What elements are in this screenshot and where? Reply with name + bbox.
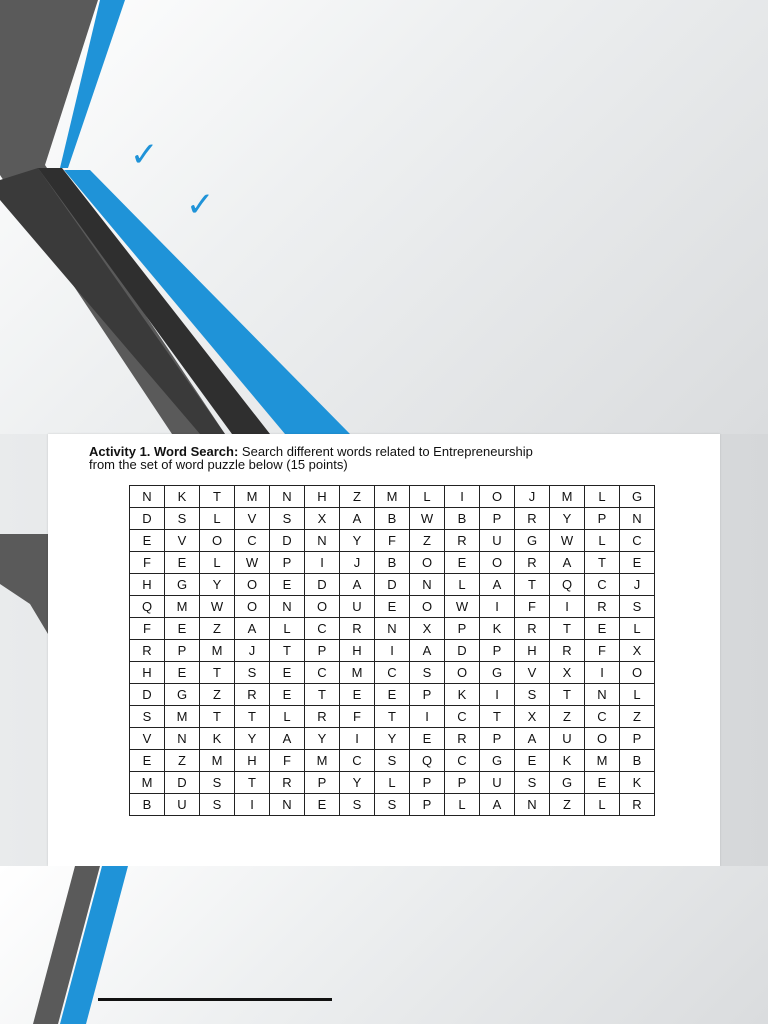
grid-cell: Z xyxy=(200,684,235,706)
grid-cell: Z xyxy=(200,618,235,640)
grid-cell: J xyxy=(340,552,375,574)
decorative-stripes xyxy=(0,0,768,434)
grid-row xyxy=(130,508,655,530)
grid-cell: N xyxy=(270,596,305,618)
grid-cell: M xyxy=(200,640,235,662)
grid-cell: M xyxy=(165,706,200,728)
grid-cell: F xyxy=(270,750,305,772)
grid-cell: R xyxy=(620,794,655,816)
grid-cell: O xyxy=(235,596,270,618)
grid-cell: E xyxy=(270,684,305,706)
grid-cell: L xyxy=(200,508,235,530)
grid-cell: N xyxy=(375,618,410,640)
grid-cell: U xyxy=(480,772,515,794)
grid-row xyxy=(130,552,655,574)
grid-cell: Z xyxy=(340,486,375,508)
grid-cell: E xyxy=(375,684,410,706)
grid-cell: Q xyxy=(130,596,165,618)
grid-cell: S xyxy=(620,596,655,618)
checkmark-icon: ✓ xyxy=(130,135,159,175)
grid-cell: W xyxy=(445,596,480,618)
grid-cell: C xyxy=(375,662,410,684)
grid-cell: L xyxy=(270,706,305,728)
grid-cell: M xyxy=(305,750,340,772)
grid-cell: M xyxy=(165,596,200,618)
grid-cell: P xyxy=(480,640,515,662)
grid-cell: S xyxy=(515,772,550,794)
grid-cell: R xyxy=(340,618,375,640)
grid-cell: E xyxy=(270,574,305,596)
grid-cell: O xyxy=(410,552,445,574)
grid-row xyxy=(130,486,655,508)
grid-cell: W xyxy=(410,508,445,530)
grid-row xyxy=(130,706,655,728)
grid-cell: L xyxy=(620,684,655,706)
grid-cell: N xyxy=(165,728,200,750)
divider-line xyxy=(98,998,332,1001)
grid-cell: I xyxy=(305,552,340,574)
grid-cell: Y xyxy=(375,728,410,750)
grid-row xyxy=(130,640,655,662)
grid-cell: K xyxy=(620,772,655,794)
grid-cell: G xyxy=(480,750,515,772)
grid-cell: C xyxy=(585,706,620,728)
grid-cell: E xyxy=(340,684,375,706)
grid-cell: L xyxy=(445,794,480,816)
grid-cell: P xyxy=(270,552,305,574)
activity-instructions xyxy=(89,445,709,471)
grid-cell: P xyxy=(410,684,445,706)
grid-cell: T xyxy=(480,706,515,728)
grid-cell: A xyxy=(480,574,515,596)
grid-cell: G xyxy=(620,486,655,508)
grid-cell: U xyxy=(165,794,200,816)
grid-cell: H xyxy=(340,640,375,662)
grid-cell: P xyxy=(585,508,620,530)
grid-cell: K xyxy=(550,750,585,772)
grid-cell: T xyxy=(550,618,585,640)
grid-cell: J xyxy=(515,486,550,508)
grid-cell: K xyxy=(445,684,480,706)
grid-cell: C xyxy=(305,662,340,684)
grid-cell: O xyxy=(305,596,340,618)
slide-top xyxy=(0,0,768,434)
grid-cell: U xyxy=(340,596,375,618)
grid-cell: T xyxy=(200,662,235,684)
grid-cell: G xyxy=(480,662,515,684)
grid-cell: Y xyxy=(340,530,375,552)
grid-cell: K xyxy=(200,728,235,750)
grid-cell: P xyxy=(305,772,340,794)
grid-cell: S xyxy=(375,794,410,816)
grid-cell: T xyxy=(270,640,305,662)
grid-row xyxy=(130,728,655,750)
grid-cell: M xyxy=(130,772,165,794)
grid-cell: O xyxy=(200,530,235,552)
grid-cell: I xyxy=(445,486,480,508)
grid-cell: I xyxy=(480,684,515,706)
grid-cell: C xyxy=(305,618,340,640)
grid-cell: O xyxy=(445,662,480,684)
grid-cell: T xyxy=(235,772,270,794)
grid-cell: Z xyxy=(620,706,655,728)
instruction-text: Search different words related to Entrepreneurship xyxy=(238,444,533,459)
grid-cell: E xyxy=(585,618,620,640)
grid-cell: R xyxy=(585,596,620,618)
grid-cell: C xyxy=(340,750,375,772)
grid-cell: Y xyxy=(340,772,375,794)
grid-cell: K xyxy=(480,618,515,640)
grid-cell: E xyxy=(130,530,165,552)
grid-cell: F xyxy=(515,596,550,618)
grid-cell: X xyxy=(515,706,550,728)
grid-cell: P xyxy=(410,772,445,794)
grid-cell: V xyxy=(165,530,200,552)
grid-cell: H xyxy=(130,574,165,596)
grid-cell: R xyxy=(445,728,480,750)
grid-cell: S xyxy=(200,772,235,794)
grid-cell: O xyxy=(620,662,655,684)
grid-row xyxy=(130,596,655,618)
grid-cell: L xyxy=(620,618,655,640)
grid-cell: O xyxy=(480,486,515,508)
grid-cell: X xyxy=(410,618,445,640)
grid-cell: T xyxy=(375,706,410,728)
activity-title: Activity 1. Word Search: xyxy=(89,444,239,459)
grid-cell: Y xyxy=(200,574,235,596)
grid-cell: H xyxy=(515,640,550,662)
grid-cell: L xyxy=(270,618,305,640)
grid-cell: I xyxy=(235,794,270,816)
grid-cell: E xyxy=(620,552,655,574)
grid-cell: V xyxy=(515,662,550,684)
grid-cell: L xyxy=(585,530,620,552)
grid-cell: O xyxy=(585,728,620,750)
grid-cell: T xyxy=(305,684,340,706)
grid-cell: E xyxy=(515,750,550,772)
grid-cell: C xyxy=(445,706,480,728)
grid-cell: O xyxy=(480,552,515,574)
grid-cell: C xyxy=(445,750,480,772)
grid-cell: I xyxy=(585,662,620,684)
grid-cell: S xyxy=(410,662,445,684)
grid-cell: I xyxy=(480,596,515,618)
grid-cell: L xyxy=(375,772,410,794)
checkmark-icon: ✓ xyxy=(186,185,215,225)
grid-cell: A xyxy=(480,794,515,816)
grid-cell: R xyxy=(515,508,550,530)
grid-cell: W xyxy=(200,596,235,618)
grid-cell: U xyxy=(550,728,585,750)
grid-cell: Y xyxy=(235,728,270,750)
grid-cell: H xyxy=(130,662,165,684)
grid-cell: O xyxy=(410,596,445,618)
grid-cell: R xyxy=(130,640,165,662)
grid-cell: X xyxy=(620,640,655,662)
grid-cell: R xyxy=(515,618,550,640)
grid-cell: D xyxy=(305,574,340,596)
grid-cell: G xyxy=(550,772,585,794)
grid-cell: P xyxy=(480,508,515,530)
grid-cell: F xyxy=(340,706,375,728)
grid-cell: D xyxy=(130,684,165,706)
grid-cell: S xyxy=(165,508,200,530)
grid-cell: X xyxy=(550,662,585,684)
grid-cell: I xyxy=(410,706,445,728)
grid-cell: N xyxy=(130,486,165,508)
grid-cell: P xyxy=(445,618,480,640)
grid-row xyxy=(130,662,655,684)
grid-row xyxy=(130,794,655,816)
grid-cell: A xyxy=(235,618,270,640)
grid-cell: C xyxy=(585,574,620,596)
grid-cell: L xyxy=(585,486,620,508)
grid-cell: S xyxy=(130,706,165,728)
grid-cell: A xyxy=(270,728,305,750)
grid-cell: E xyxy=(270,662,305,684)
grid-cell: Z xyxy=(165,750,200,772)
grid-cell: D xyxy=(130,508,165,530)
grid-cell: R xyxy=(515,552,550,574)
grid-cell: W xyxy=(550,530,585,552)
grid-cell: T xyxy=(550,684,585,706)
grid-cell: G xyxy=(515,530,550,552)
grid-cell: L xyxy=(410,486,445,508)
grid-cell: N xyxy=(270,486,305,508)
grid-cell: N xyxy=(585,684,620,706)
grid-cell: N xyxy=(620,508,655,530)
grid-cell: E xyxy=(375,596,410,618)
grid-cell: T xyxy=(200,706,235,728)
grid-cell: M xyxy=(340,662,375,684)
grid-cell: S xyxy=(375,750,410,772)
grid-cell: Z xyxy=(410,530,445,552)
grid-cell: W xyxy=(235,552,270,574)
grid-cell: S xyxy=(340,794,375,816)
grid-cell: D xyxy=(375,574,410,596)
grid-row xyxy=(130,618,655,640)
grid-cell: F xyxy=(130,618,165,640)
grid-cell: R xyxy=(235,684,270,706)
grid-cell: J xyxy=(235,640,270,662)
grid-cell: P xyxy=(620,728,655,750)
grid-cell: E xyxy=(445,552,480,574)
grid-cell: R xyxy=(305,706,340,728)
grid-cell: A xyxy=(340,574,375,596)
grid-cell: E xyxy=(165,618,200,640)
grid-cell: P xyxy=(445,772,480,794)
grid-cell: G xyxy=(165,684,200,706)
grid-row xyxy=(130,772,655,794)
grid-cell: F xyxy=(585,640,620,662)
word-search-document xyxy=(48,434,720,866)
grid-cell: M xyxy=(585,750,620,772)
grid-cell: Z xyxy=(550,706,585,728)
grid-cell: E xyxy=(410,728,445,750)
grid-cell: L xyxy=(585,794,620,816)
grid-cell: E xyxy=(585,772,620,794)
grid-cell: T xyxy=(515,574,550,596)
grid-cell: I xyxy=(550,596,585,618)
grid-cell: B xyxy=(130,794,165,816)
grid-cell: H xyxy=(305,486,340,508)
grid-cell: B xyxy=(375,552,410,574)
grid-cell: M xyxy=(200,750,235,772)
grid-cell: G xyxy=(165,574,200,596)
grid-row xyxy=(130,574,655,596)
grid-cell: E xyxy=(130,750,165,772)
grid-cell: P xyxy=(305,640,340,662)
grid-cell: D xyxy=(165,772,200,794)
grid-row xyxy=(130,684,655,706)
instruction-text-line2: from the set of word puzzle below (15 points) xyxy=(89,457,348,472)
grid-cell: S xyxy=(270,508,305,530)
grid-cell: C xyxy=(235,530,270,552)
grid-cell: D xyxy=(445,640,480,662)
grid-cell: P xyxy=(410,794,445,816)
grid-cell: E xyxy=(305,794,340,816)
grid-cell: D xyxy=(270,530,305,552)
grid-cell: A xyxy=(410,640,445,662)
grid-row xyxy=(130,750,655,772)
grid-cell: F xyxy=(375,530,410,552)
grid-cell: T xyxy=(235,706,270,728)
grid-cell: N xyxy=(515,794,550,816)
grid-cell: L xyxy=(200,552,235,574)
grid-cell: B xyxy=(620,750,655,772)
grid-cell: M xyxy=(235,486,270,508)
grid-cell: P xyxy=(165,640,200,662)
grid-cell: A xyxy=(515,728,550,750)
grid-cell: K xyxy=(165,486,200,508)
grid-cell: I xyxy=(340,728,375,750)
grid-cell: Q xyxy=(410,750,445,772)
grid-cell: V xyxy=(235,508,270,530)
grid-cell: M xyxy=(375,486,410,508)
grid-cell: N xyxy=(305,530,340,552)
grid-cell: X xyxy=(305,508,340,530)
grid-row xyxy=(130,530,655,552)
grid-cell: S xyxy=(515,684,550,706)
grid-cell: B xyxy=(375,508,410,530)
grid-cell: B xyxy=(445,508,480,530)
grid-cell: E xyxy=(165,662,200,684)
grid-cell: T xyxy=(200,486,235,508)
grid-cell: O xyxy=(235,574,270,596)
grid-cell: S xyxy=(235,662,270,684)
grid-cell: Y xyxy=(305,728,340,750)
grid-cell: T xyxy=(585,552,620,574)
grid-cell: F xyxy=(130,552,165,574)
grid-cell: U xyxy=(480,530,515,552)
word-search-grid xyxy=(129,485,655,816)
grid-cell: I xyxy=(375,640,410,662)
grid-cell: M xyxy=(550,486,585,508)
grid-cell: A xyxy=(550,552,585,574)
grid-cell: S xyxy=(200,794,235,816)
grid-cell: N xyxy=(270,794,305,816)
grid-cell: Q xyxy=(550,574,585,596)
grid-cell: R xyxy=(445,530,480,552)
grid-cell: V xyxy=(130,728,165,750)
grid-cell: A xyxy=(340,508,375,530)
grid-cell: C xyxy=(620,530,655,552)
grid-cell: J xyxy=(620,574,655,596)
grid-cell: L xyxy=(445,574,480,596)
grid-cell: Y xyxy=(550,508,585,530)
grid-cell: E xyxy=(165,552,200,574)
grid-cell: Z xyxy=(550,794,585,816)
grid-cell: R xyxy=(270,772,305,794)
grid-cell: P xyxy=(480,728,515,750)
grid-cell: H xyxy=(235,750,270,772)
grid-cell: R xyxy=(550,640,585,662)
grid-cell: N xyxy=(410,574,445,596)
